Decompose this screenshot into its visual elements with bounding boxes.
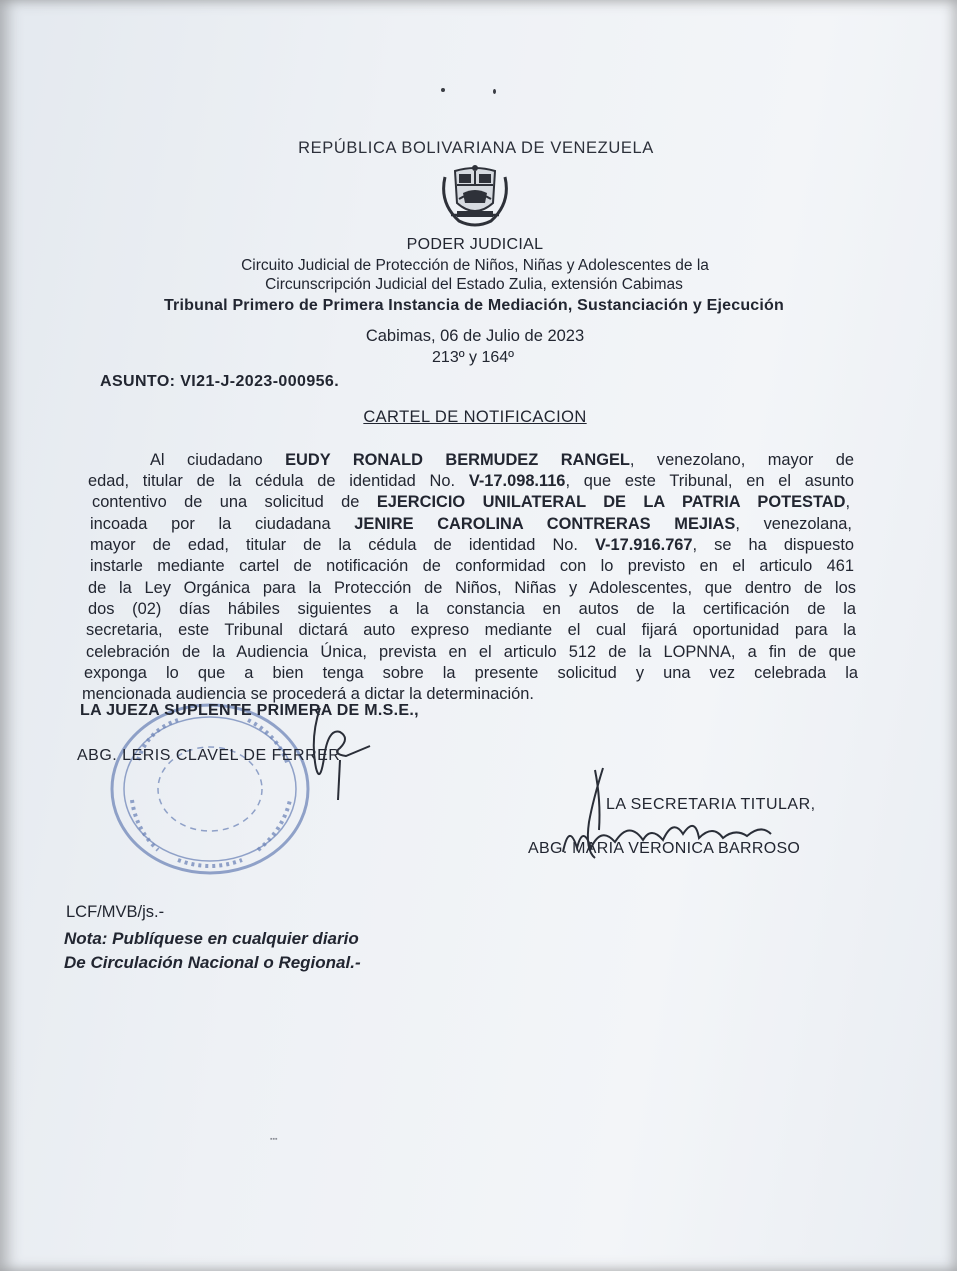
body-line: edad, titular de la cédula de identidad No. V-17.098.116, que este Tribunal, en el asunto bbox=[88, 472, 854, 490]
branch-heading: PODER JUDICIAL bbox=[406, 236, 544, 253]
body-line: de la Ley Orgánica para la Protección de Niños, Niñas y Adolescentes, que dentro de los bbox=[88, 579, 856, 597]
circuit-line-1: Circuito Judicial de Protección de Niños, Niñas y Adolescentes de la bbox=[241, 257, 709, 274]
secretary-name: ABG. MARIA VERONICA BARROSO bbox=[528, 840, 801, 857]
body-line: incoada por la ciudadana JENIRE CAROLINA CONTRERAS MEJIAS, venezolana, bbox=[90, 515, 852, 533]
body-line: exponga lo que a bien tenga sobre la presente solicitud y una vez celebrada la bbox=[84, 664, 858, 682]
body-line: instarle mediante cartel de notificación de conformidad con lo previsto en el articulo 461 bbox=[90, 557, 854, 575]
punch-mark bbox=[441, 88, 445, 92]
punch-mark bbox=[493, 89, 496, 94]
tribunal-heading: Tribunal Primero de Primera Instancia de Mediación, Sustanciación y Ejecución bbox=[163, 297, 785, 314]
circuit-line-2: Circunscripción Judicial del Estado Zulia, extensión Cabimas bbox=[265, 276, 683, 293]
document-title: CARTEL DE NOTIFICACION bbox=[363, 408, 587, 426]
years-line: 213º y 164º bbox=[432, 349, 514, 366]
judge-signature bbox=[280, 688, 400, 808]
publication-note-line-1: Nota: Publíquese en cualquier diario bbox=[64, 929, 359, 948]
judge-name: ABG. LERIS CLAVEL DE FERRER bbox=[77, 747, 341, 764]
reference-initials: LCF/MVB/js.- bbox=[66, 903, 165, 921]
body-line: celebración de la Audiencia Única, prevista en el articulo 512 de la LOPNNA, a fin de que bbox=[86, 643, 856, 661]
place-date: Cabimas, 06 de Julio de 2023 bbox=[365, 327, 585, 345]
judge-title: LA JUEZA SUPLENTE PRIMERA DE M.S.E., bbox=[80, 702, 419, 719]
country-heading: REPÚBLICA BOLIVARIANA DE VENEZUELA bbox=[298, 139, 654, 157]
page-mark: ▪▪▪ bbox=[270, 1136, 278, 1143]
body-line: secretaria, este Tribunal dictará auto expreso mediante el cual fijará oportunidad para la bbox=[86, 621, 856, 639]
body-line: mencionada audiencia se procederá a dictar la determinación. bbox=[82, 685, 534, 703]
secretary-title: LA SECRETARIA TITULAR, bbox=[606, 796, 816, 813]
body-line: contentivo de una solicitud de EJERCICIO UNILATERAL DE LA PATRIA POTESTAD, bbox=[92, 493, 850, 511]
coat-of-arms-icon bbox=[437, 163, 513, 235]
publication-note-line-2: De Circulación Nacional o Regional.- bbox=[64, 953, 361, 972]
body-line: dos (02) días hábiles siguientes a la constancia en autos de la certificación de la bbox=[88, 600, 856, 618]
secretary-signature bbox=[555, 760, 785, 870]
case-subject: ASUNTO: VI21-J-2023-000956. bbox=[100, 373, 340, 390]
body-line: Al ciudadano EUDY RONALD BERMUDEZ RANGEL, venezolano, mayor de bbox=[150, 451, 854, 469]
body-line: mayor de edad, titular de la cédula de identidad No. V-17.916.767, se ha dispuesto bbox=[90, 536, 854, 554]
